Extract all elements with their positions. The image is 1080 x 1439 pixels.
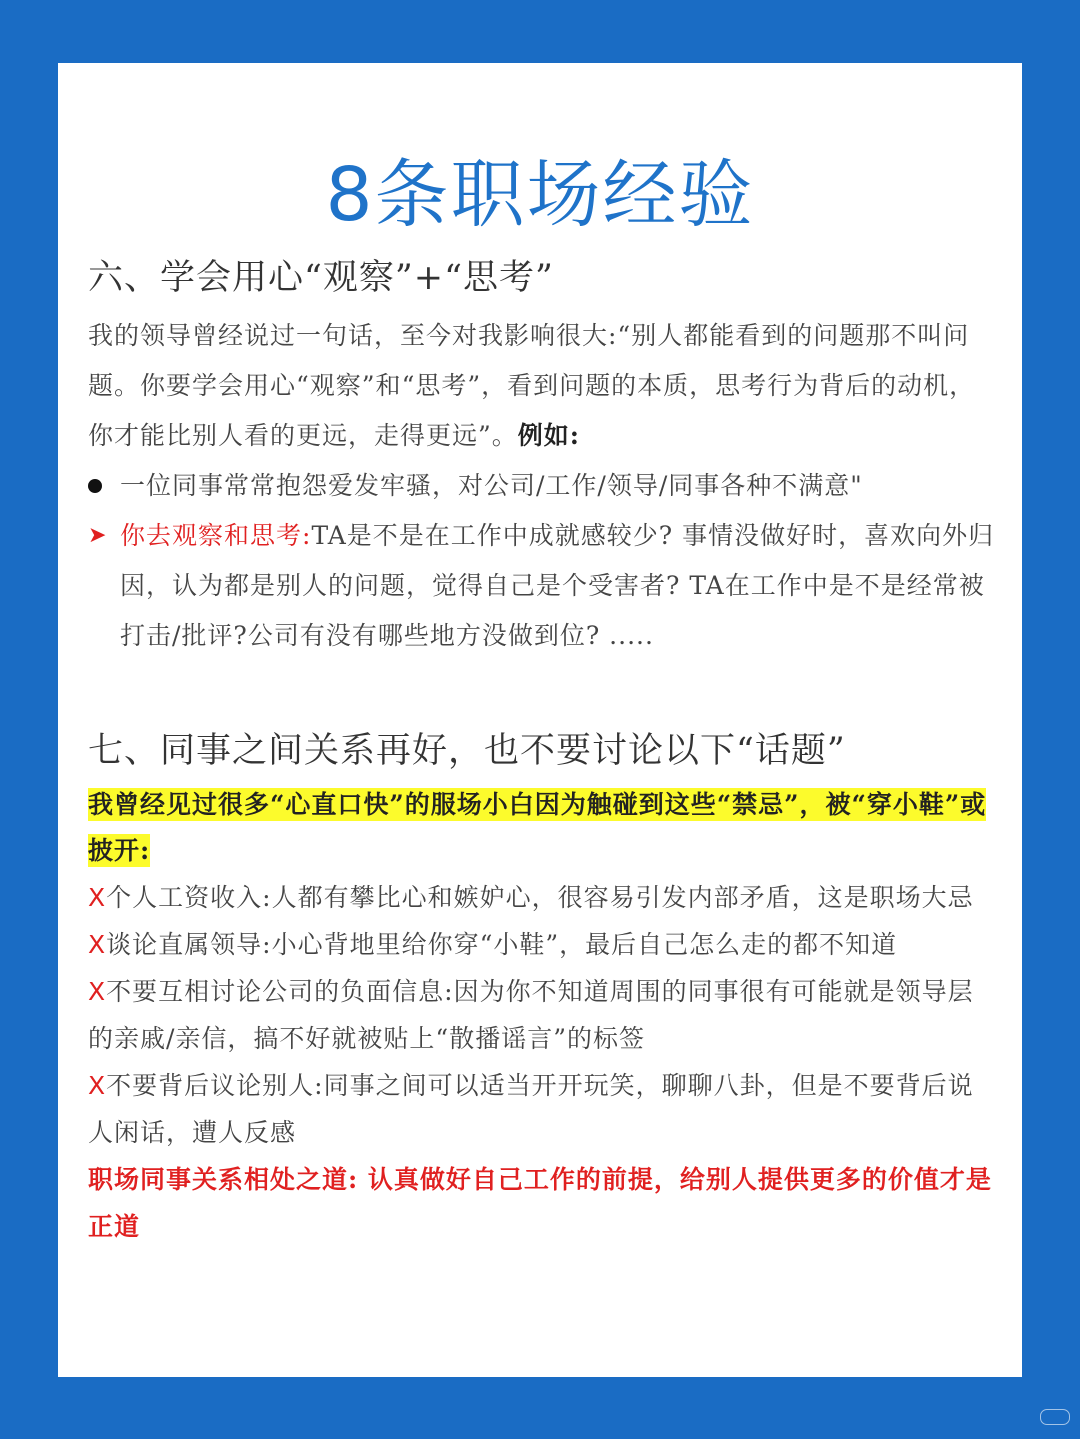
section-six-bullet <box>88 461 998 511</box>
section-seven-item-1 <box>88 921 998 968</box>
watermark-logo <box>1040 1409 1070 1425</box>
x-mark-icon: X <box>88 977 107 1006</box>
content-card <box>58 63 1022 1377</box>
section-six-observe-content <box>120 511 998 661</box>
section-seven-highlight-line <box>88 782 998 874</box>
section-seven-item-text: 不要互相讨论公司的负面信息:因为你不知道周围的同事很有可能就是领导层的亲戚/亲信，搞不好就被贴上“散播谣言”的标签 <box>88 977 974 1053</box>
section-six-observe-label: 你去观察和思考: <box>120 521 312 550</box>
section-six-bullet-text: 一位同事常常抱怨爱发牢骚，对公司/工作/领导/同事各种不满意" <box>120 471 863 500</box>
x-mark-icon: X <box>88 1071 107 1100</box>
section-seven-item-text: 个人工资收入:人都有攀比心和嫉妒心，很容易引发内部矛盾，这是职场大忌 <box>106 883 974 912</box>
section-six-intro-example: 例如: <box>517 421 581 450</box>
section-seven-conclusion: 职场同事关系相处之道: 认真做好自己工作的前提，给别人提供更多的价值才是正道 <box>88 1165 992 1241</box>
section-six-observe <box>88 511 998 661</box>
section-seven-item-text: 谈论直属领导:小心背地里给你穿“小鞋”，最后自己怎么走的都不知道 <box>106 930 898 959</box>
section-seven <box>88 726 998 1250</box>
section-six-intro-text: 我的领导曾经说过一句话，至今对我影响很大:“别人都能看到的问题那不叫问题。你要学会用心“观察”和“思考”，看到问题的本质，思考行为背后的动机，你才能比别人看的更远，走得更远”。 <box>88 321 976 450</box>
arrow-right-icon: ➤ <box>88 523 108 548</box>
section-seven-item-3 <box>88 1062 998 1156</box>
section-seven-item-text: 不要背后议论别人:同事之间可以适当开开玩笑，聊聊八卦，但是不要背后说人闲话，遭人反感 <box>88 1071 974 1147</box>
section-seven-highlight: 我曾经见过很多“心直口快”的服场小白因为触碰到这些“禁忌”，被“穿小鞋”或披开: <box>88 790 987 865</box>
section-six-observe-text: TA是不是在工作中成就感较少? 事情没做好时，喜欢向外归因，认为都是别人的问题，觉得自己是个受害者? TA在工作中是不是经常被打击/批评?公司有没有哪些地方没做到位? ..... <box>120 521 995 650</box>
x-mark-icon: X <box>88 930 107 959</box>
section-six <box>88 253 998 661</box>
section-six-intro <box>88 311 998 461</box>
section-seven-item-2 <box>88 968 998 1062</box>
x-mark-icon: X <box>88 883 107 912</box>
bullet-dot-icon <box>88 461 120 511</box>
page-title: 8条职场经验 <box>325 152 755 238</box>
section-six-heading: 六、学会用心“观察”+“思考” <box>88 258 554 298</box>
section-seven-item-0 <box>88 874 998 921</box>
section-seven-heading: 七、同事之间关系再好，也不要讨论以下“话题” <box>88 731 846 771</box>
